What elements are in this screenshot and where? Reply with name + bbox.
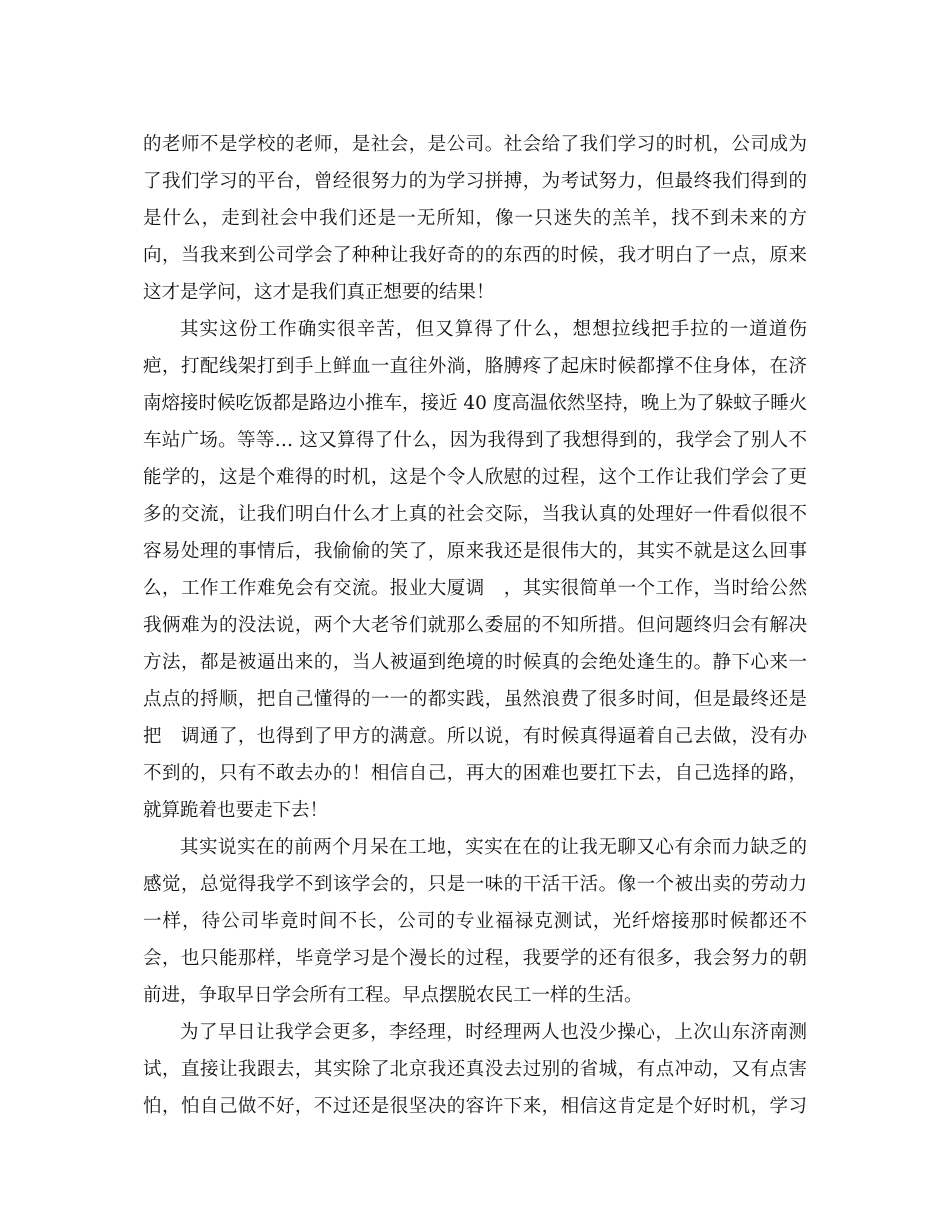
text-line: 把 调通了，也得到了甲方的满意。所以说，有时候真得逼着自己去做，没有办 bbox=[143, 726, 807, 747]
text-line: 么，工作工作难免会有交流。报业大厦调 ，其实很简单一个工作，当时给公然 bbox=[143, 578, 807, 599]
text-line: 容易处理的事情后，我偷偷的笑了，原来我还是很伟大的，其实不就是这么回事 bbox=[143, 541, 807, 562]
text-line: 能学的，这是个难得的时机，这是个令人欣慰的过程，这个工作让我们学会了更 bbox=[143, 467, 807, 488]
text-line: 一样，待公司毕竟时间不长，公司的专业福禄克测试，光纤熔接那时候都还不 bbox=[143, 911, 807, 932]
paragraph-start-line: 为了早日让我学会更多，李经理，时经理两人也没少操心，上次山东济南测 bbox=[180, 1022, 807, 1043]
text-line: 南熔接时候吃饭都是路边小推车，接近 40 度高温依然坚持，晚上为了躲蚊子睡火 bbox=[143, 393, 807, 414]
text-line: 怕，怕自己做不好，不过还是很坚决的容许下来，相信这肯定是个好时机，学习 bbox=[143, 1096, 807, 1117]
text-line: 了我们学习的平台，曾经很努力的为学习拼搏，为考试努力，但最终我们得到的 bbox=[143, 171, 807, 192]
text-line: 不到的，只有不敢去办的！相信自己，再大的困难也要扛下去，自己选择的路， bbox=[143, 763, 807, 784]
paragraph-start-line: 其实说实在的前两个月呆在工地，实实在在的让我无聊又心有余而力缺乏的 bbox=[180, 837, 807, 858]
text-line: 前进，争取早日学会所有工程。早点摆脱农民工一样的生活。 bbox=[143, 985, 643, 1006]
text-line: 方法，都是被逼出来的，当人被逼到绝境的时候真的会绝处逢生的。静下心来一 bbox=[143, 652, 807, 673]
text-line: 是什么，走到社会中我们还是一无所知，像一只迷失的羔羊，找不到未来的方 bbox=[143, 208, 807, 229]
text-line: 疤，打配线架打到手上鲜血一直往外淌，胳膊疼了起床时候都撑不住身体，在济 bbox=[143, 356, 807, 377]
text-line: 试，直接让我跟去，其实除了北京我还真没去过别的省城，有点冲动，又有点害 bbox=[143, 1059, 807, 1080]
text-line: 会，也只能那样，毕竟学习是个漫长的过程，我要学的还有很多，我会努力的朝 bbox=[143, 948, 807, 969]
body-text bbox=[143, 126, 807, 1125]
text-line: 我俩难为的没法说，两个大老爷们就那么委屈的不知所措。但问题终归会有解决 bbox=[143, 615, 807, 636]
text-line: 这才是学问，这才是我们真正想要的结果！ bbox=[143, 282, 495, 303]
text-line: 多的交流，让我们明白什么才上真的社会交际，当我认真的处理好一件看似很不 bbox=[143, 504, 807, 525]
text-line: 就算跪着也要走下去！ bbox=[143, 800, 329, 821]
paragraph-start-line: 其实这份工作确实很辛苦，但又算得了什么，想想拉线把手拉的一道道伤 bbox=[180, 319, 807, 340]
text-line: 感觉，总觉得我学不到该学会的，只是一味的干活干活。像一个被出卖的劳动力 bbox=[143, 874, 807, 895]
text-line: 的老师不是学校的老师，是社会，是公司。社会给了我们学习的时机，公司成为 bbox=[143, 134, 807, 155]
text-line: 点点的捋顺，把自己懂得的一一的都实践，虽然浪费了很多时间，但是最终还是 bbox=[143, 689, 807, 710]
text-line: 向，当我来到公司学会了种种让我好奇的的东西的时候，我才明白了一点，原来 bbox=[143, 245, 807, 266]
text-line: 车站广场。等等… 这又算得了什么，因为我得到了我想得到的，我学会了别人不 bbox=[143, 430, 807, 451]
